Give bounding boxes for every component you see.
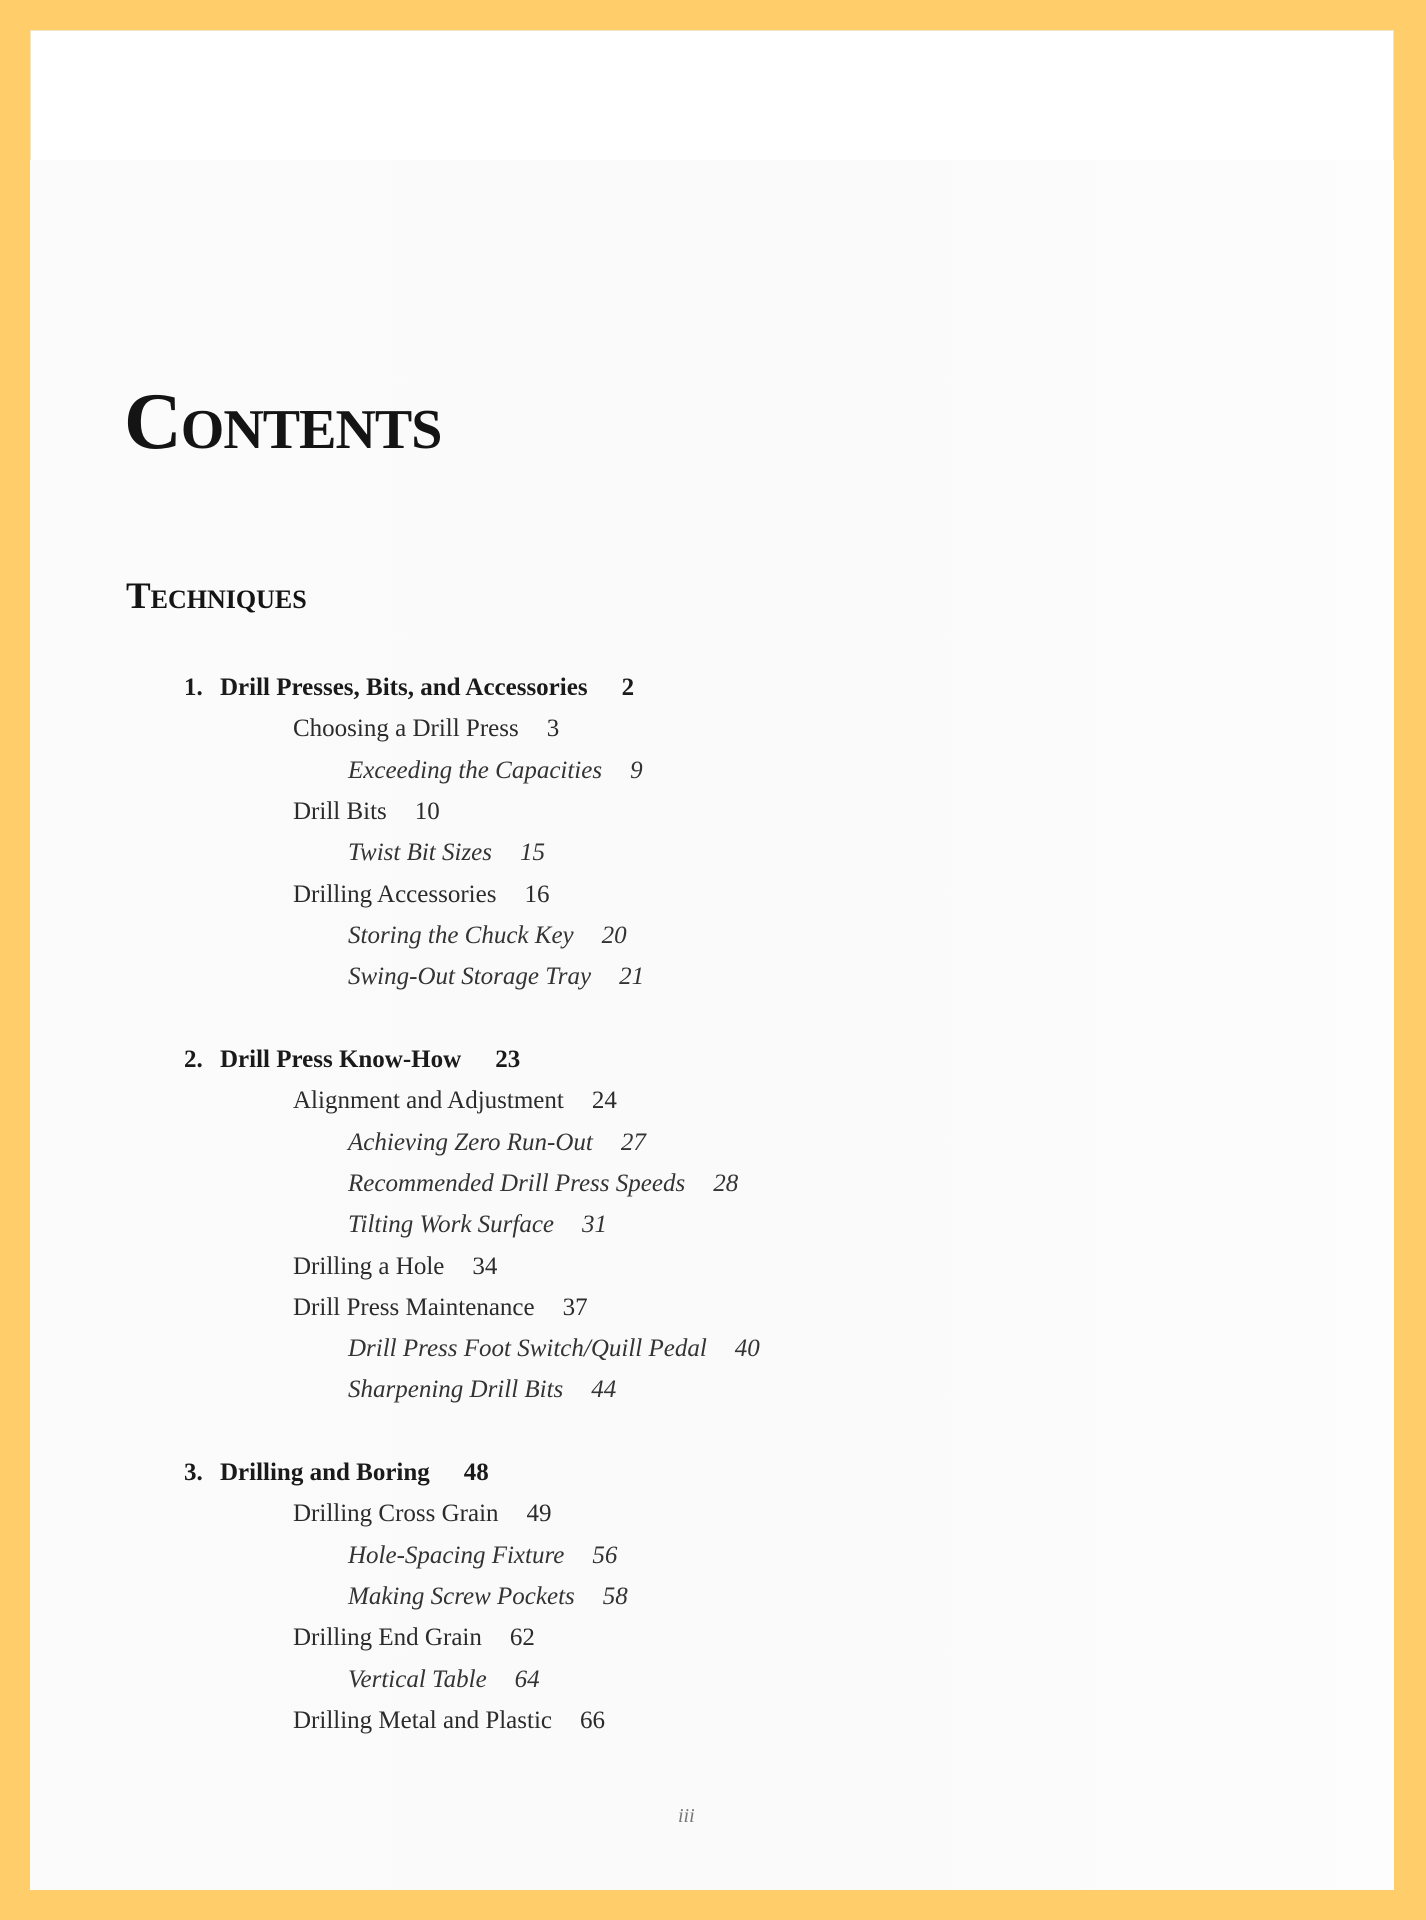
entry-page: 64 (514, 1665, 540, 1693)
entry-page: 58 (602, 1582, 628, 1610)
chapter-number: 1. (184, 674, 203, 701)
entry-title: Swing-Out Storage Tray (348, 963, 592, 991)
subtopic-entry (348, 756, 643, 786)
entry-title: Storing the Chuck Key (348, 921, 574, 949)
topic-entry (293, 714, 559, 744)
entry-page: 20 (601, 921, 627, 949)
entry-title: Tilting Work Surface (348, 1211, 555, 1239)
subtopic-entry (348, 1541, 617, 1571)
chapter-number: 3. (184, 1459, 203, 1486)
entry-page: 37 (562, 1293, 588, 1321)
chapter-page: 48 (463, 1459, 489, 1486)
chapter-title: Drilling and Boring (220, 1459, 430, 1486)
entry-page: 16 (524, 880, 550, 908)
page-title: Contents (124, 378, 442, 466)
entry-page: 56 (592, 1541, 618, 1569)
entry-page: 27 (620, 1128, 646, 1156)
entry-title: Achieving Zero Run-Out (348, 1128, 593, 1156)
subtopic-entry (348, 838, 545, 868)
entry-title: Alignment and Adjustment (293, 1087, 564, 1115)
entry-page: 15 (520, 839, 546, 867)
entry-title: Drill Press Foot Switch/Quill Pedal (348, 1335, 707, 1363)
section-heading: Techniques (126, 576, 307, 617)
entry-page: 21 (619, 963, 645, 991)
entry-title: Drill Bits (293, 797, 387, 825)
entry-title: Drill Press Maintenance (293, 1293, 535, 1321)
entry-title: Exceeding the Capacities (348, 756, 603, 784)
chapter-entry (184, 673, 634, 703)
entry-title: Sharpening Drill Bits (348, 1376, 564, 1404)
subtopic-entry (348, 1169, 738, 1199)
entry-title: Making Screw Pockets (348, 1582, 575, 1610)
entry-title: Vertical Table (348, 1665, 487, 1693)
subtopic-entry (348, 962, 644, 992)
chapter-number: 2. (184, 1046, 203, 1073)
book-page (30, 30, 1394, 1890)
entry-title: Twist Bit Sizes (348, 839, 493, 867)
entry-page: 34 (472, 1252, 498, 1280)
chapter-title: Drill Press Know-How (220, 1046, 462, 1073)
chapter-title: Drill Presses, Bits, and Accessories (220, 674, 588, 701)
topic-entry (293, 1252, 497, 1282)
subtopic-entry (348, 921, 627, 951)
subtopic-entry (348, 1128, 646, 1158)
topic-entry (293, 1623, 535, 1653)
topic-entry (293, 1086, 617, 1116)
entry-title: Hole-Spacing Fixture (348, 1541, 565, 1569)
entry-page: 66 (579, 1706, 605, 1734)
topic-entry (293, 797, 440, 827)
entry-title: Choosing a Drill Press (293, 715, 519, 743)
entry-page: 44 (591, 1376, 617, 1404)
entry-page: 28 (713, 1169, 739, 1197)
entry-page: 49 (526, 1500, 552, 1528)
entry-title: Drilling Metal and Plastic (293, 1706, 552, 1734)
entry-page: 31 (582, 1211, 608, 1239)
entry-page: 24 (591, 1087, 617, 1115)
entry-page: 40 (734, 1335, 760, 1363)
entry-title: Drilling Cross Grain (293, 1500, 499, 1528)
chapter-entry (184, 1045, 520, 1075)
subtopic-entry (348, 1210, 607, 1240)
subtopic-entry (348, 1665, 540, 1695)
page-number: iii (678, 1805, 695, 1827)
topic-entry (293, 1499, 552, 1529)
entry-title: Drilling End Grain (293, 1624, 482, 1652)
topic-entry (293, 880, 549, 910)
subtopic-entry (348, 1375, 616, 1405)
entry-title: Drilling Accessories (293, 880, 497, 908)
entry-page: 3 (546, 715, 560, 743)
topic-entry (293, 1293, 588, 1323)
entry-title: Drilling a Hole (293, 1252, 445, 1280)
chapter-entry (184, 1458, 489, 1488)
chapter-page: 2 (621, 674, 635, 701)
entry-title: Recommended Drill Press Speeds (348, 1169, 686, 1197)
subtopic-entry (348, 1334, 760, 1364)
entry-page: 9 (630, 756, 643, 784)
subtopic-entry (348, 1582, 628, 1612)
chapter-page: 23 (495, 1046, 521, 1073)
entry-page: 10 (414, 797, 440, 825)
entry-page: 62 (509, 1624, 535, 1652)
topic-entry (293, 1706, 605, 1736)
